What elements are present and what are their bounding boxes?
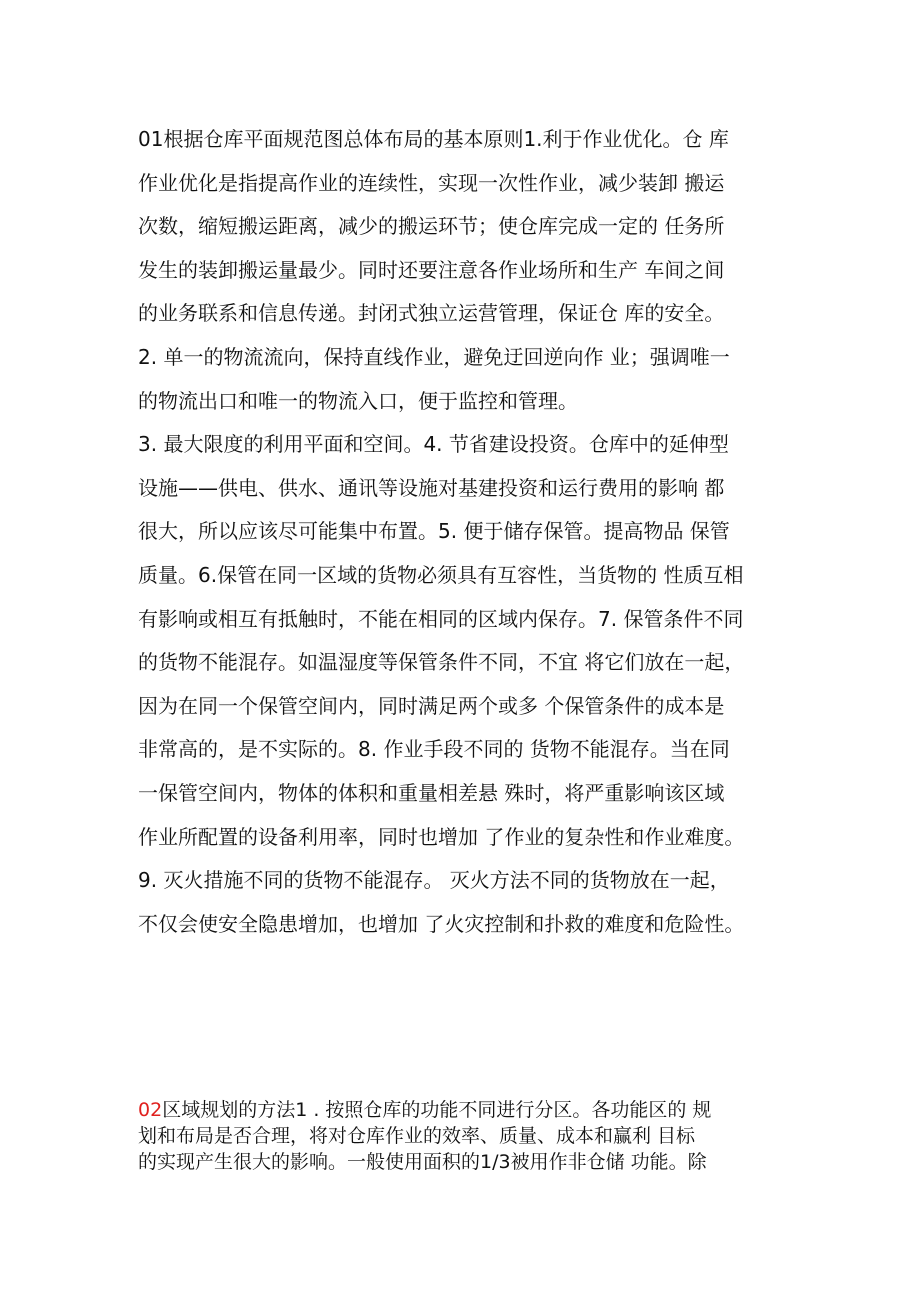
paragraph-line: 质量。6.保管在同一区域的货物必须具有互容性，当货物的 性质互相 <box>138 562 744 587</box>
section-02-zoning-methods <box>138 1097 818 1175</box>
paragraph-line: 的物流出口和唯一的物流入口，便于监控和管理。 <box>138 388 578 413</box>
paragraph-line: 9. 灭火措施不同的货物不能混存。 灭火方法不同的货物放在一起， <box>138 868 730 893</box>
paragraph-line: 的业务联系和信息传递。封闭式独立运营管理，保证仓 库的安全。 <box>138 301 725 326</box>
paragraph-text: 区域规划的方法1 . 按照仓库的功能不同进行分区。各功能区的 规 <box>162 1099 712 1121</box>
paragraph-line: 的货物不能混存。如温湿度等保管条件不同，不宜 将它们放在一起， <box>138 650 745 675</box>
paragraph-line: 很大，所以应该尽可能集中布置。5. 便于储存保管。提高物品 保管 <box>138 519 730 544</box>
paragraph-line: 3. 最大限度的利用平面和空间。4. 节省建设投资。仓库中的延伸型 <box>138 432 729 457</box>
section-number: 02 <box>138 1099 163 1121</box>
section-01-principles <box>138 118 818 946</box>
paragraph-line: 不仅会使安全隐患增加，也增加 了火灾控制和扑救的难度和危险性。 <box>138 911 745 936</box>
paragraph-line: 一保管空间内，物体的体积和重量相差悬 殊时，将严重影响该区域 <box>138 780 725 805</box>
paragraph-line: 设施——供电、供水、通讯等设施对基建投资和运行费用的影响 都 <box>138 475 725 500</box>
paragraph-line: 有影响或相互有抵触时，不能在相同的区域内保存。7. 保管条件不同 <box>138 606 744 631</box>
paragraph-line: 非常高的，是不实际的。8. 作业手段不同的 货物不能混存。当在同 <box>138 737 730 762</box>
paragraph-line: 因为在同一个保管空间内，同时满足两个或多 个保管条件的成本是 <box>138 693 725 718</box>
paragraph-first-line <box>138 1097 818 1123</box>
paragraph-line: 划和布局是否合理，将对仓库作业的效率、质量、成本和赢利 目标 <box>138 1125 696 1147</box>
paragraph-line: 作业优化是指提高作业的连续性，实现一次性作业，减少装卸 搬运 <box>138 170 725 195</box>
paragraph-line: 次数，缩短搬运距离，减少的搬运环节；使仓库完成一定的 任务所 <box>138 214 725 239</box>
paragraph-line: 01根据仓库平面规范图总体布局的基本原则1.利于作业优化。仓 库 <box>138 127 729 151</box>
paragraph-line: 发生的装卸搬运量最少。同时还要注意各作业场所和生产 车间之间 <box>138 257 725 282</box>
paragraph-line: 作业所配置的设备利用率，同时也增加 了作业的复杂性和作业难度。 <box>138 824 745 849</box>
paragraph-line: 2. 单一的物流流向，保持直线作业，避免迂回逆向作 业；强调唯一 <box>138 344 730 369</box>
paragraph-line: 的实现产生很大的影响。一般使用面积的1/3被用作非仓储 功能。除 <box>138 1151 707 1173</box>
